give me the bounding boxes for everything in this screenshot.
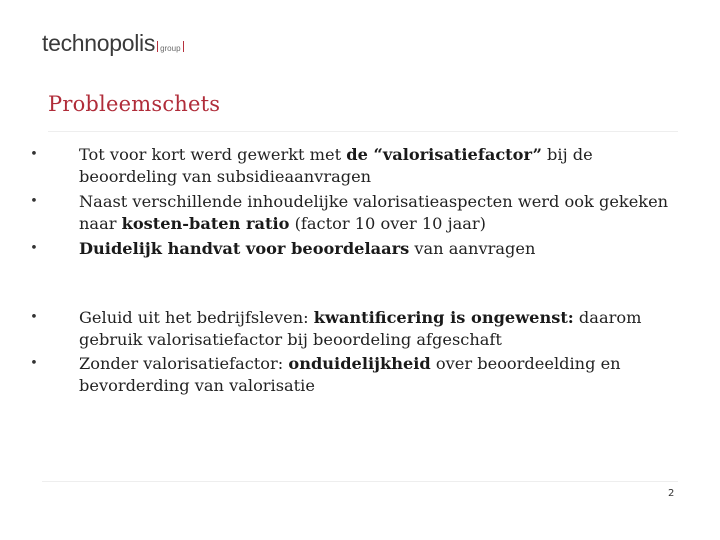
bullet-text-post: van aanvragen	[409, 239, 536, 258]
footer-divider	[42, 481, 678, 482]
list-item	[28, 307, 688, 351]
list-item	[28, 144, 688, 188]
bullet-text-bold: kwantificering is ongewenst:	[313, 308, 574, 327]
bullet-list-1	[28, 144, 688, 260]
bullet-list-2	[28, 307, 688, 397]
bullet-text-bold: de “valorisatiefactor”	[346, 145, 542, 164]
list-item	[28, 238, 688, 260]
bullet-icon: •	[30, 147, 38, 162]
bullet-text-pre: Tot voor kort werd gewerkt met	[79, 145, 347, 164]
logo-subtext: group	[160, 44, 181, 53]
logo-wordmark: technopolis	[42, 30, 156, 56]
logo-separator-end	[183, 41, 184, 52]
list-item	[28, 191, 688, 235]
logo-separator	[157, 41, 158, 52]
technopolis-logo	[42, 30, 186, 57]
bullet-icon: •	[30, 356, 38, 371]
bullet-text-pre: Zonder valorisatiefactor:	[79, 354, 289, 373]
bullet-text-post: (factor 10 over 10 jaar)	[289, 214, 486, 233]
bullet-text-post: over beoordeelding en bevorderding van valorisatie	[79, 354, 621, 395]
page-number: 2	[668, 488, 675, 499]
title-divider	[48, 131, 678, 132]
bullet-text-pre: Geluid uit het bedrijfsleven:	[79, 308, 314, 327]
bullet-text-bold: Duidelijk handvat voor beoordelaars	[79, 239, 410, 258]
bullet-text-bold: kosten-baten ratio	[121, 214, 290, 233]
bullet-text-post: bij de beoordeling van subsidieaanvragen	[79, 145, 593, 186]
bullet-icon: •	[30, 194, 38, 209]
bullet-text-post: daarom gebruik valorisatiefactor bij beoordeling afgeschaft	[79, 308, 642, 349]
bullet-icon: •	[30, 241, 38, 256]
list-item	[28, 353, 688, 397]
slide-title: Probleemschets	[48, 92, 221, 116]
bullet-icon: •	[30, 310, 38, 325]
bullet-text-bold: onduidelijkheid	[288, 354, 431, 373]
bullet-text-pre: Naast verschillende inhoudelijke valorisatieaspecten werd ook gekeken naar	[79, 192, 669, 233]
